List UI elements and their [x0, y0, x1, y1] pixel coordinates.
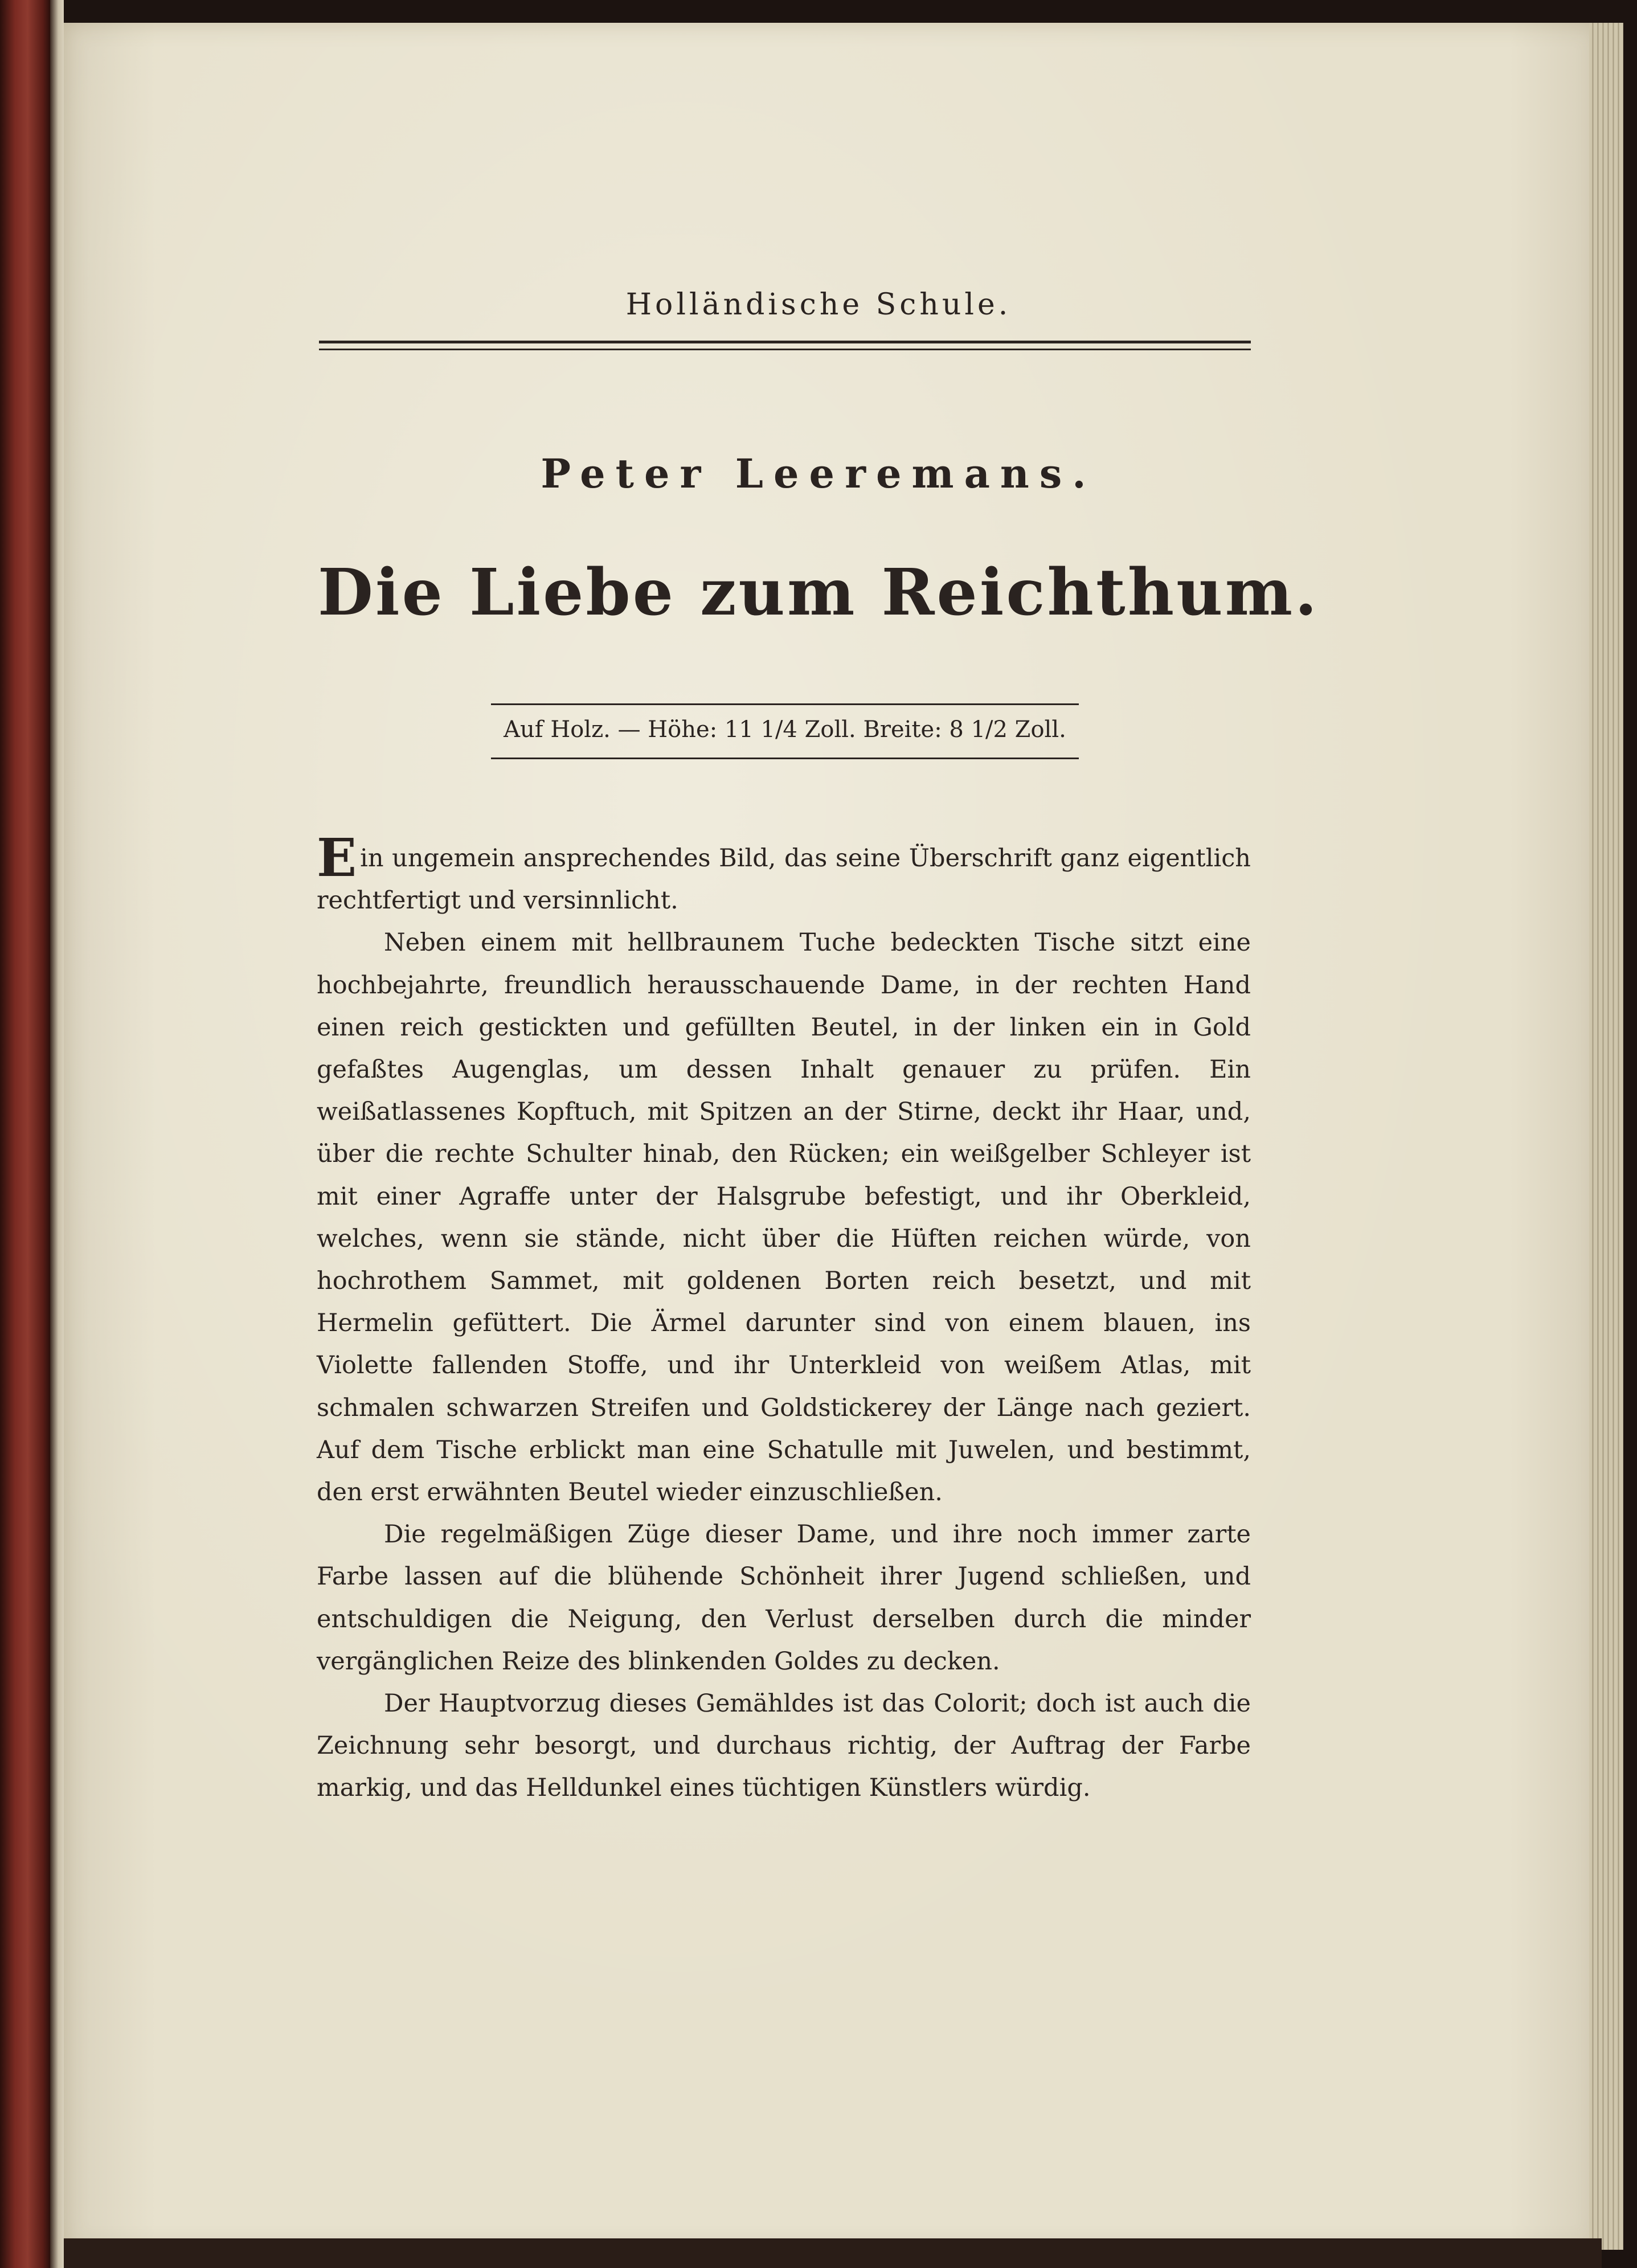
- paragraph: [317, 827, 1251, 922]
- artist-name: Peter Leeremans.: [541, 450, 1096, 497]
- body-text: [317, 827, 1251, 1810]
- bottom-edge: [64, 2238, 1602, 2268]
- artwork-title: Die Liebe zum Reichthum.: [317, 555, 1320, 630]
- drop-cap: E: [317, 827, 357, 889]
- artwork-dimensions: Auf Holz. — Höhe: 11 1/4 Zoll. Breite: 8 1/2 Zoll.: [504, 717, 1066, 743]
- running-head: Holländische Schule.: [625, 288, 1012, 322]
- book-binding: [0, 0, 50, 2268]
- meta-rule-top: [491, 703, 1079, 705]
- header-rule: [319, 341, 1251, 343]
- paragraph: Der Hauptvorzug dieses Gemähldes ist das Colorit; doch ist auch die Zeichnung sehr besorgt, und durchaus richtig, der Auftrag der Farbe markig, und das Helldunkel eines tüchtigen Künstlers würdig.: [317, 1689, 1251, 1803]
- paragraph: Die regelmäßigen Züge dieser Dame, und ihre noch immer zarte Farbe lassen auf die blühende Schönheit ihrer Jugend schließen, und entschuldigen die Neigung, den Verlust derselben durch die minder vergänglichen Reize des blinkenden Goldes zu decken.: [317, 1520, 1251, 1676]
- book-gutter: [50, 0, 64, 2268]
- page-edges: [1589, 23, 1623, 2250]
- header-rule-thin: [319, 349, 1251, 350]
- meta-rule-bottom: [491, 758, 1079, 759]
- paragraph: Neben einem mit hellbraunem Tuche bedeckten Tische sitzt eine hochbejahrte, freundlich herausschauende Dame, in der rechten Hand einen reich gestickten und gefüllten Beutel, in der linken ein in Gold gefaßtes Augenglas, um dessen Inhalt genauer zu prüfen. Ein weißatlassenes Kopftuch, mit Spitzen an der Stirne, deckt ihr Haar, und, über die rechte Schulter hinab, den Rücken; ein weißgelber Schleyer ist mit einer Agraffe unter der Halsgrube befestigt, und ihr Oberkleid, welches, wenn sie stände, nicht über die Hüften reichen würde, von hochrothem Sammet, mit goldenen Borten reich besetzt, und mit Hermelin gefüttert. Die Ärmel darunter sind von einem blauen, ins Violette fallenden Stoffe, und ihr Unterkleid von weißem Atlas, mit schmalen schwarzen Streifen und Goldstickerey der Länge nach geziert. Auf dem Tische erblickt man eine Schatulle mit Juwelen, und bestimmt, den erst erwähnten Beutel wieder einzuschließen.: [317, 928, 1251, 1507]
- paragraph-text: in ungemein ansprechendes Bild, das seine Überschrift ganz eigentlich rechtfertigt und versinnlicht.: [317, 844, 1251, 915]
